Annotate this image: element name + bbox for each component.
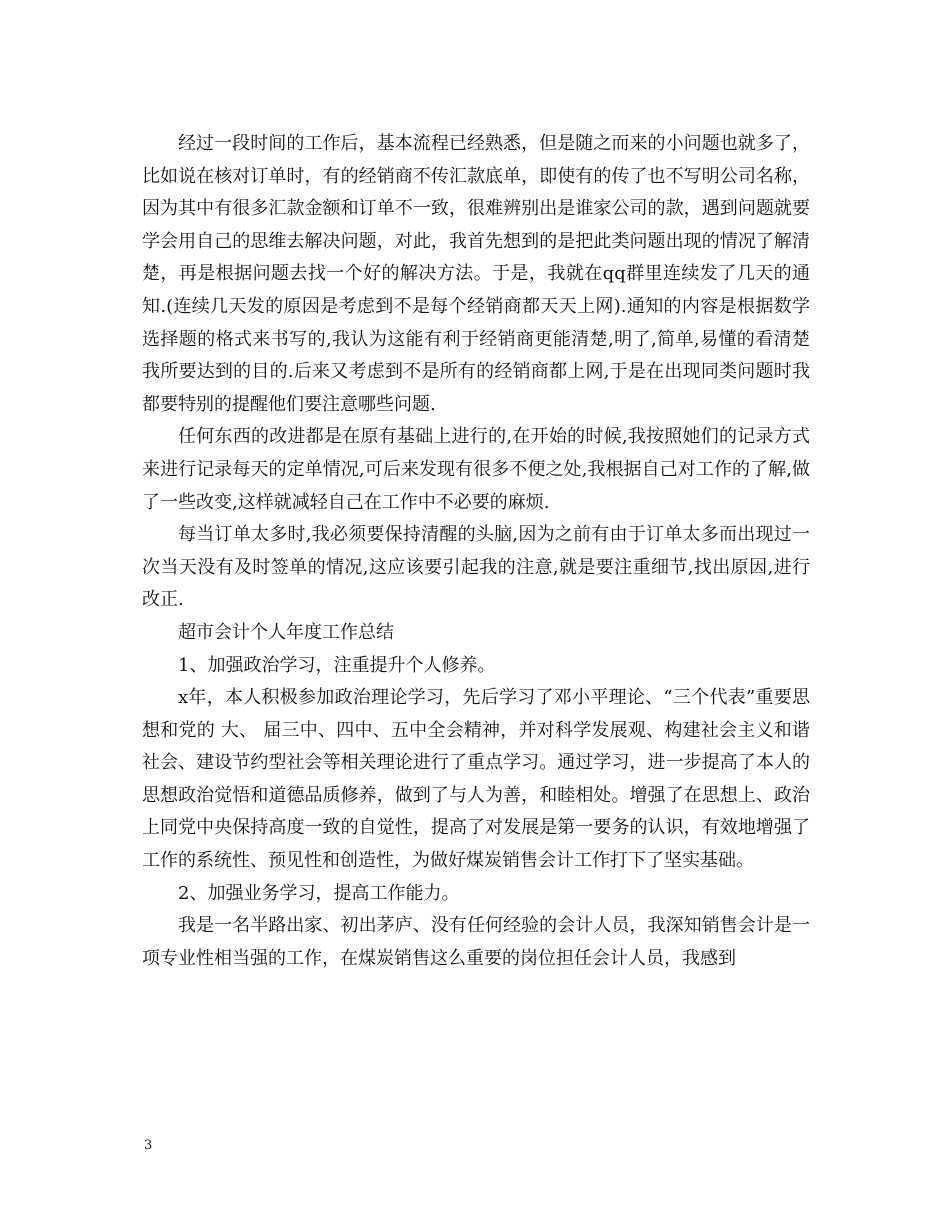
paragraph-order-attention: 每当订单太多时,我必须要保持清醒的头脑,因为之前有由于订单太多而出现过一次当天没有及时签单的情况,这应该要引起我的注意,就是要注重细节,找出原因,进行改正. bbox=[142, 524, 810, 611]
heading-political-study: 1、加强政治学习，注重提升个人修养。 bbox=[178, 654, 496, 676]
page-number: 3 bbox=[144, 1138, 153, 1153]
paragraph-order-verification: 经过一段时间的工作后，基本流程已经熟悉，但是随之而来的小问题也就多了，比如说在核对订单时，有的经销商不传汇款底单，即使有的传了也不写明公司名称，因为其中有很多汇款金额和订单不一致，很难辨别出是谁家公司的款，遇到问题就要学会用自己的思维去解决问题，对此，我首先想到的是把此类问题出现的情况了解清楚，再是根据问题去找一个好的解决方法。于是，我就在qq群里连续发了几天的通知.(连续几天发的原因是考虑到不是每个经销商都天天上网).通知的内容是根据数学选择题的格式来书写的,我认为这能有利于经销商更能清楚,明了,简单,易懂的看清楚我所要达到的目的.后来又考虑到不是所有的经销商都上网,于是在出现同类问题时我都要特别的提醒他们要注意哪些问题. bbox=[142, 133, 810, 415]
section-title: 超市会计个人年度工作总结 bbox=[178, 621, 394, 643]
paragraph-record-improvement: 任何东西的改进都是在原有基础上进行的,在开始的时候,我按照她们的记录方式来进行记录每天的定单情况,可后来发现有很多不便之处,我根据自己对工作的了解,做了一些改变,这样就减轻自己在工作中不必要的麻烦. bbox=[142, 426, 810, 513]
paragraph-business-study: 我是一名半路出家、初出茅庐、没有任何经验的会计人员，我深知销售会计是一项专业性相当强的工作，在煤炭销售这么重要的岗位担任会计人员，我感到 bbox=[142, 915, 810, 969]
paragraph-political-study: x年，本人积极参加政治理论学习，先后学习了邓小平理论、“三个代表”重要思想和党的 大、 届三中、四中、五中全会精神，并对科学发展观、构建社会主义和谐社会、建设节约型社会等相关理论进行了重点学习。通过学习，进一步提高了本人的思想政治觉悟和道德品质修养，做到了与人为善，和睦相处。增强了在思想上、政治上同党中央保持高度一致的自觉性，提高了对发展是第一要务的认识，有效地增强了工作的系统性、预见性和创造性，为做好煤炭销售会计工作打下了坚实基础。 bbox=[142, 687, 810, 872]
heading-business-study: 2、加强业务学习，提高工作能力。 bbox=[178, 882, 460, 904]
document-body bbox=[142, 128, 810, 975]
